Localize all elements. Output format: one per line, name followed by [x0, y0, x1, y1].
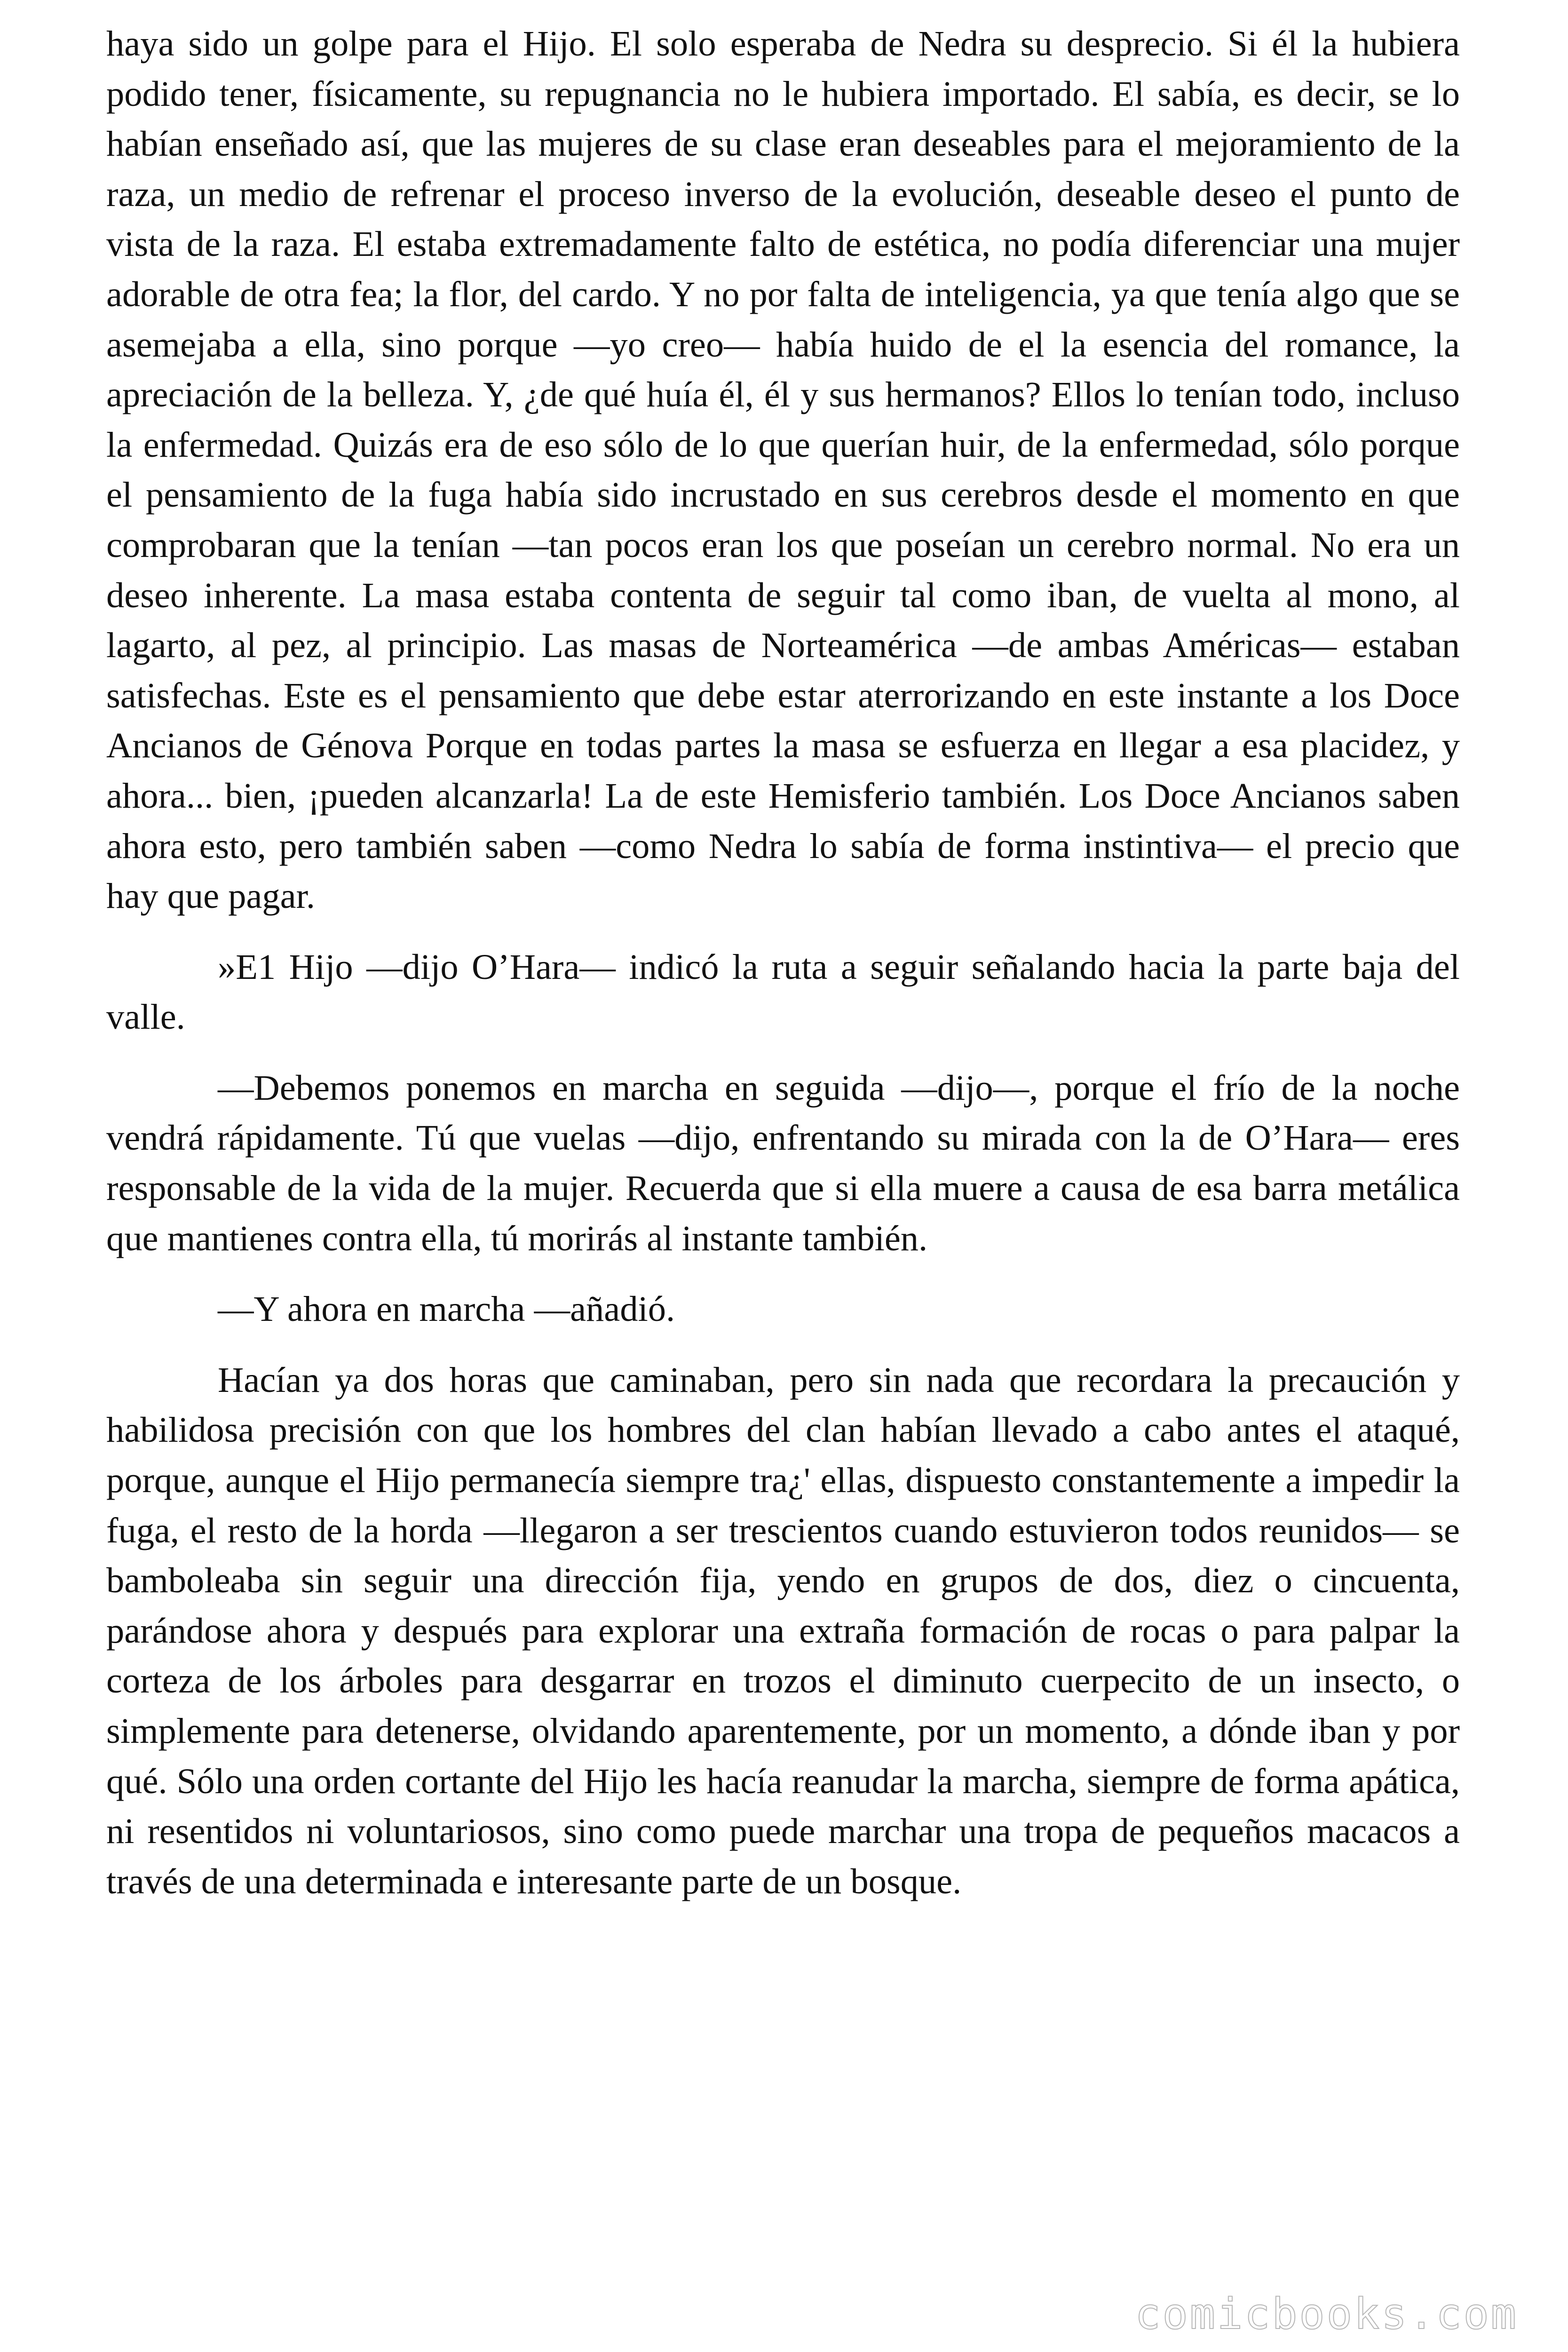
book-page [106, 19, 1460, 1927]
paragraph-2: »E1 Hijo —dijo O’Hara— indicó la ruta a seguir señalando hacia la parte baja del valle. [106, 946, 1460, 1037]
watermark: comicbooks.com [1135, 2289, 1518, 2339]
paragraph-5: Hacían ya dos horas que caminaban, pero sin nada que recordara la precaución y habilidosa precisión con que los hombres del clan habían llevado a cabo antes el ataqué, porque, aunque el Hijo permanecía siempre tra¿' ellas, dispuesto constantemente a impedir la fuga, el resto de la horda —llegaron a ser trescientos cuando estuvieron todos reunidos— se bamboleaba sin seguir una dirección fija, yendo en grupos de dos, diez o cincuenta, parándose ahora y después para explorar una extraña formación de rocas o para palpar la corteza de los árboles para desgarrar en trozos el diminuto cuerpecito de un insecto, o simplemente para detenerse, olvidando aparentemente, por un momento, a dónde iban y por qué. Sólo una orden cortante del Hijo les hacía reanudar la marcha, siempre de forma apática, ni resentidos ni voluntariosos, sino como puede marchar una tropa de pequeños macacos a través de una determinada e interesante parte de un bosque. [106, 1359, 1460, 1901]
paragraph-3: —Debemos ponemos en marcha en seguida —dijo—, porque el frío de la noche vendrá rápidamente. Tú que vuelas —dijo, enfrentando su mirada con la de O’Hara— eres responsable de la vida de la mujer. Recuerda que si ella muere a causa de esa barra metálica que mantienes contra ella, tú morirás al instante también. [106, 1067, 1460, 1258]
paragraph-4: —Y ahora en marcha —añadió. [218, 1289, 675, 1329]
paragraph-1: haya sido un golpe para el Hijo. El solo esperaba de Nedra su desprecio. Si él la hubiera podido tener, físicamente, su repugnancia no le hubiera importado. El sabía, es decir, se lo habían enseñado así, que las mujeres de su clase eran deseables para el mejoramiento de la raza, un medio de refrenar el proceso inverso de la evolución, deseable deseo el punto de vista de la raza. El estaba extremadamente falto de estética, no podía diferenciar una mujer adorable de otra fea; la flor, del cardo. Y no por falta de inteligencia, ya que tenía algo que se asemejaba a ella, sino porque —yo creo— había huido de el la esencia del romance, la apreciación de la belleza. Y, ¿de qué huía él, él y sus hermanos? Ellos lo tenían todo, incluso la enfermedad. Quizás era de eso sólo de lo que querían huir, de la enfermedad, sólo porque el pensamiento de la fuga había sido incrustado en sus cerebros desde el momento en que comprobaran que la tenían —tan pocos eran los que poseían un cerebro normal. No era un deseo inherente. La masa estaba contenta de seguir tal como iban, de vuelta al mono, al lagarto, al pez, al principio. Las masas de Norteamérica —de ambas Américas— estaban satisfechas. Este es el pensamiento que debe estar aterrorizando en este instante a los Doce Ancianos de Génova Porque en todas partes la masa se esfuerza en llegar a esa placidez, y ahora... bien, ¡pueden alcanzarla! La de este Hemisferio también. Los Doce Ancianos saben ahora esto, pero también saben —como Nedra lo sabía de forma instintiva— el precio que hay que pagar. [106, 24, 1460, 916]
